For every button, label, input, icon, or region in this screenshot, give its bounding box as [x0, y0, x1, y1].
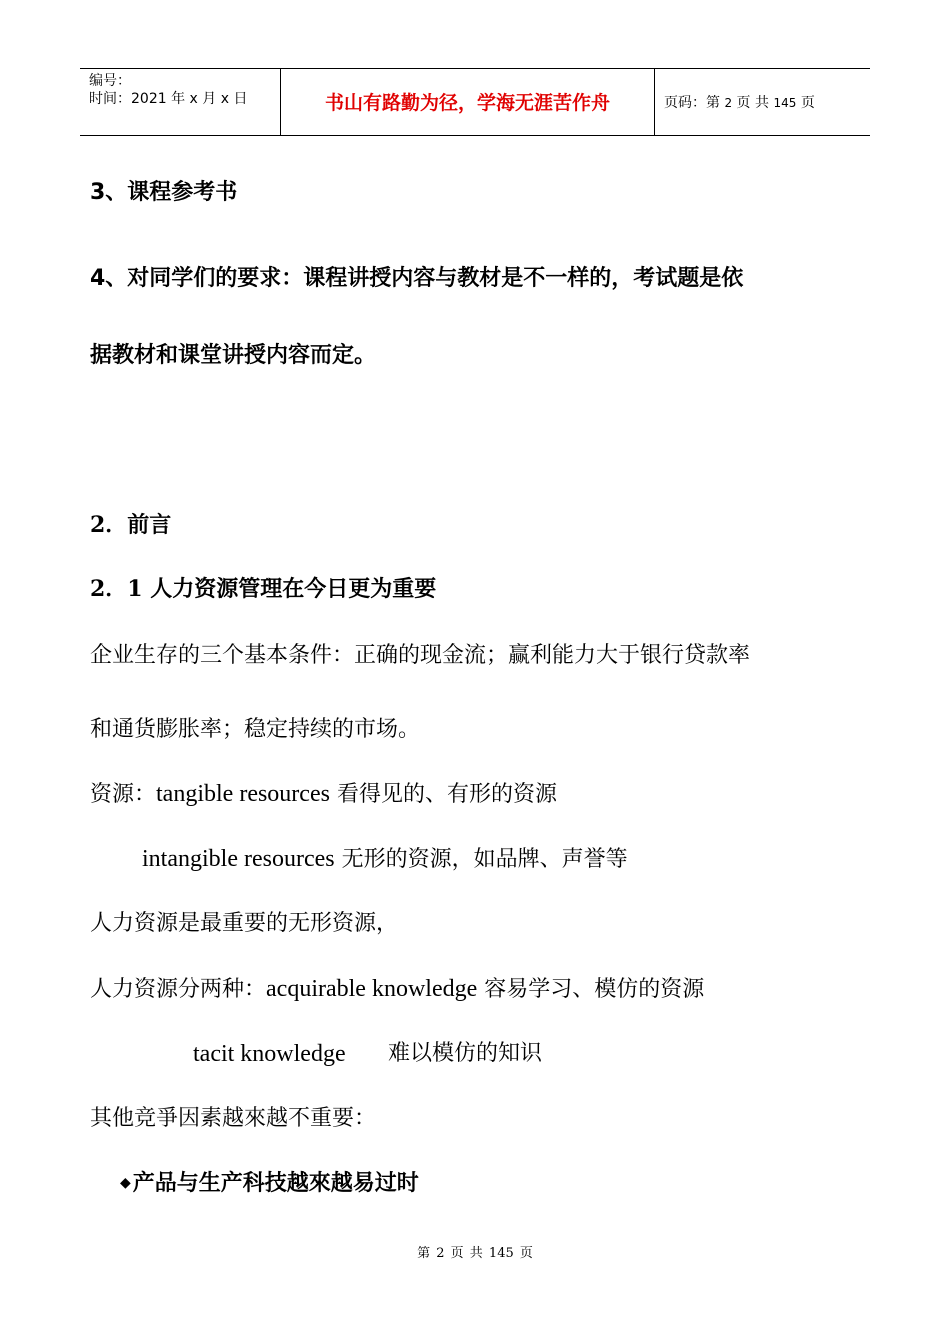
page-code-total: 145 [773, 96, 797, 110]
header-page-cell [655, 69, 870, 135]
bullet-item-1-text: 产品与生产科技越來越易过时 [132, 1171, 419, 1196]
intangible-line [142, 844, 628, 875]
motto-text: 书山有路勤为径，学海无涯苦作舟 [324, 92, 610, 114]
diamond-bullet-icon: ◆ [120, 1175, 131, 1191]
bullet-item-1 [120, 1168, 419, 1199]
page-code-current: 2 [724, 96, 733, 110]
acquirable-description: 容易学习、模仿的资源 [477, 977, 705, 1002]
tangible-term: tangible resources [156, 781, 330, 807]
number-label: 编号： [89, 73, 131, 89]
hr-two-kinds-line [90, 974, 704, 1005]
paragraph-1-line-1: 企业生存的三个基本条件：正确的现金流；赢利能力大于银行贷款率 [90, 643, 751, 668]
hr-most-important: 人力资源是最重要的无形资源， [90, 911, 399, 936]
item-3-heading: 3、课程参考书 [90, 180, 238, 205]
tacit-line [193, 1039, 346, 1070]
subsection-title: 2．1 人力资源管理在今日更为重要 [90, 576, 437, 602]
page-code-prefix: 页码：第 [664, 95, 720, 111]
intangible-description: 无形的资源，如品牌、声誉等 [334, 847, 628, 872]
header-info-cell [80, 69, 281, 135]
other-factors-line: 其他竞爭因素越來越不重要： [90, 1106, 377, 1131]
paragraph-1-line-2: 和通货膨胀率；稳定持续的市场。 [90, 717, 421, 742]
item-4-line-1: 4、对同学们的要求：课程讲授内容与教材是不一样的，考试题是依 [90, 266, 744, 291]
intangible-term: intangible resources [142, 846, 335, 872]
resources-line [90, 779, 557, 810]
header-motto-cell [281, 69, 655, 135]
tacit-description: 难以模仿的知识 [388, 1041, 543, 1066]
hr-two-kinds-label: 人力资源分两种： [90, 977, 267, 1002]
page-code [664, 94, 815, 112]
tangible-description: 看得见的、有形的资源 [329, 782, 557, 807]
page-footer: 第 2 页 共 145 页 [417, 1246, 533, 1261]
page-code-middle: 页 共 [736, 95, 769, 111]
tacit-term: tacit knowledge [193, 1041, 346, 1067]
resources-label: 资源： [90, 782, 157, 807]
date-label: 时间：2021 年 x 月 x 日 [89, 91, 248, 107]
item-4-line-2: 据教材和课堂讲授内容而定。 [90, 343, 377, 368]
page-header [80, 68, 870, 136]
section-title: 2．前言 [90, 512, 172, 538]
page-code-suffix: 页 [800, 95, 815, 111]
acquirable-term: acquirable knowledge [266, 976, 478, 1002]
